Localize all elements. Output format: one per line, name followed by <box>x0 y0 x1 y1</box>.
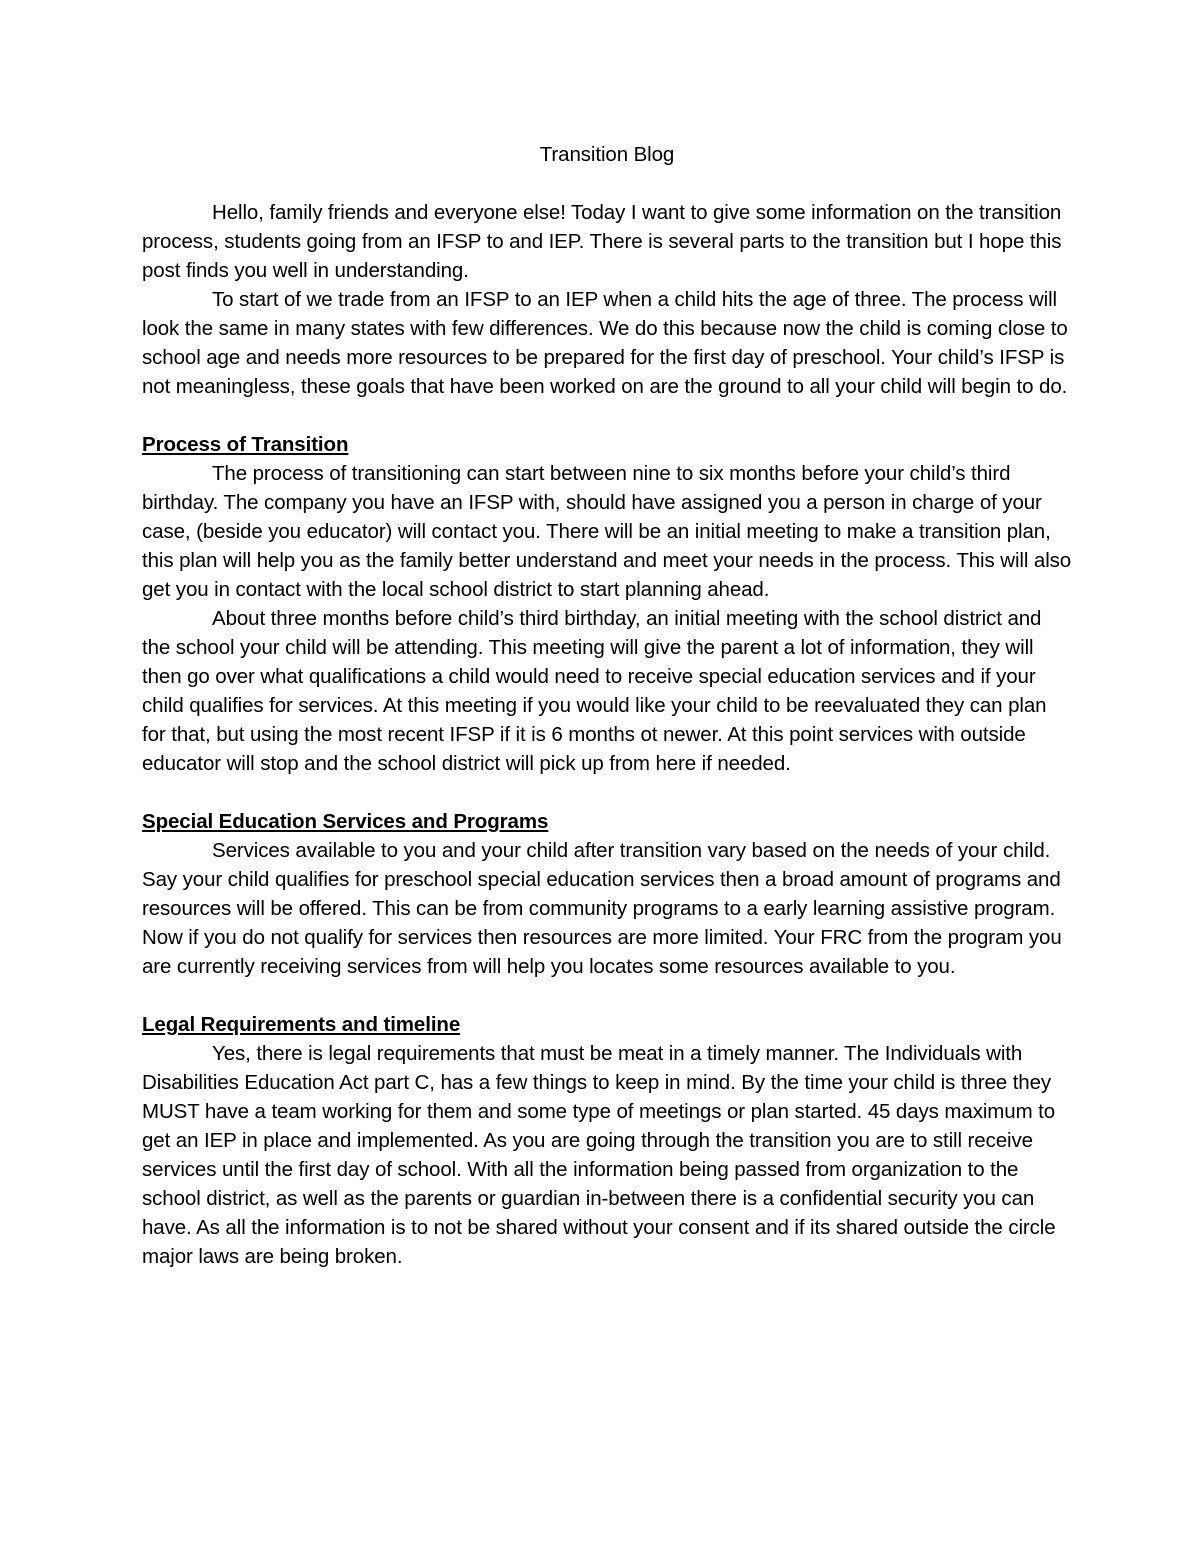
intro-section <box>142 198 1072 401</box>
section-heading-legal: Legal Requirements and timeline <box>142 1013 461 1036</box>
section-heading-special-education: Special Education Services and Programs <box>142 810 549 833</box>
section-process-of-transition <box>142 430 1072 778</box>
section-legal-requirements <box>142 1010 1072 1271</box>
process-paragraph-2: About three months before child’s third birthday, an initial meeting with the school district and the school your child will be attending. This meeting will give the parent a lot of information, they will then go over what qualifications a child would need to receive special education services and if your child qualifies for services. At this meeting if you would like your child to be reevaluated they can plan for that, but using the most recent IFSP if it is 6 months ot newer. At this point services with outside educator will stop and the school district will pick up from here if needed. <box>142 607 1047 775</box>
special-education-paragraph-1: Services available to you and your child after transition vary based on the needs of your child. Say your child qualifies for preschool special education services then a broad amount of programs and resources will be offered. This can be from community programs to a early learning assistive program. Now if you do not qualify for services then resources are more limited. Your FRC from the program you are currently receiving services from will help you locates some resources available to you. <box>142 839 1062 978</box>
section-heading-process: Process of Transition <box>142 433 349 456</box>
legal-paragraph-1: Yes, there is legal requirements that must be meat in a timely manner. The Individuals with Disabilities Education Act part C, has a few things to keep in mind. By the time your child is three they MUST have a team working for them and some type of meetings or plan started. 45 days maximum to get an IEP in place and implemented. As you are going through the transition you are to still receive services until the first day of school. With all the information being passed from organization to the school district, as well as the parents or guardian in-between there is a confidential security you can have. As all the information is to not be shared without your consent and if its shared outside the circle major laws are being broken. <box>142 1042 1056 1268</box>
document-title: Transition Blog <box>539 143 675 166</box>
process-paragraph-1: The process of transitioning can start between nine to six months before your child’s third birthday. The company you have an IFSP with, should have assigned you a person in charge of your case, (beside you educator) will contact you. There will be an initial meeting to make a transition plan, this plan will help you as the family better understand and meet your needs in the process. This will also get you in contact with the local school district to start planning ahead. <box>142 462 1072 601</box>
intro-paragraph-2: To start of we trade from an IFSP to an IEP when a child hits the age of three. The process will look the same in many states with few differences. We do this because now the child is coming close to school age and needs more resources to be prepared for the first day of preschool. Your child’s IFSP is not meaningless, these goals that have been worked on are the ground to all your child will begin to do. <box>142 288 1068 398</box>
section-special-education <box>142 807 1072 981</box>
document-page <box>142 140 1072 1271</box>
intro-paragraph-1: Hello, family friends and everyone else! Today I want to give some information on the transition process, students going from an IFSP to and IEP. There is several parts to the transition but I hope this post finds you well in understanding. <box>142 201 1062 282</box>
